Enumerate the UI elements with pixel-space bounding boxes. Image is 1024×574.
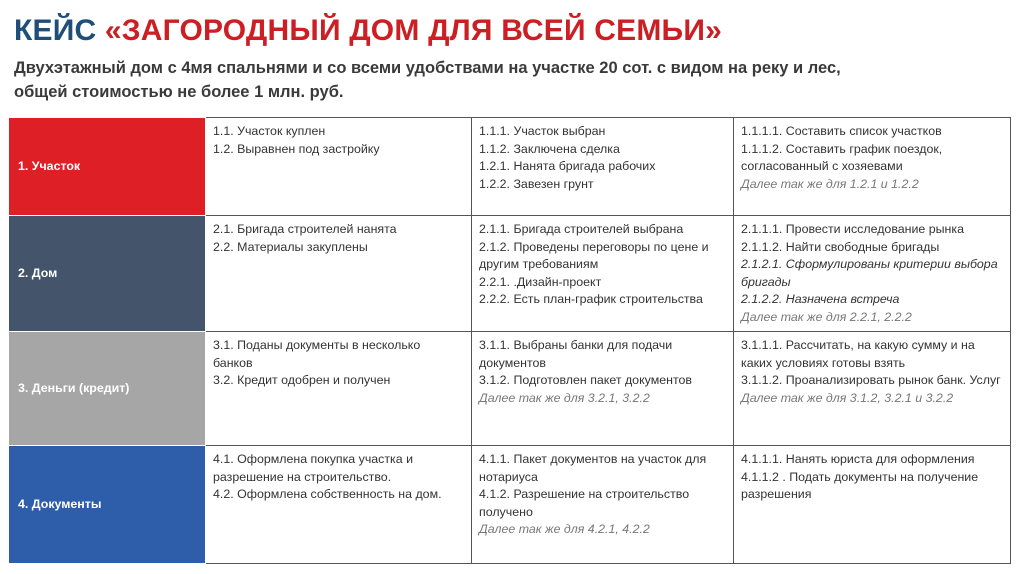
list-item: 2.1.1.2. Найти свободные бригады <box>741 239 940 254</box>
list-item: 3.2. Кредит одобрен и получен <box>213 373 391 387</box>
tasks-cell <box>734 118 1011 216</box>
row-label-cell: 2. Дом <box>9 216 206 332</box>
tasks-cell <box>734 332 1011 446</box>
goals-cell <box>206 118 472 216</box>
list-item: 2.2.1. .Дизайн-проект <box>479 274 602 289</box>
row-label-cell: 1. Участок <box>9 118 206 216</box>
subgoals-cell <box>472 118 734 216</box>
tasks-cell <box>734 216 1011 332</box>
list-item: 4.1. Оформлена покупка участка и разрешение на строительство. <box>213 452 413 484</box>
list-item: 3.1.1.2. Проанализировать рынок банк. Услуг <box>741 373 1001 387</box>
list-item: 2.2. Материалы закуплены <box>213 239 368 254</box>
list-item: 2.2.2. Есть план-график строительства <box>479 292 703 306</box>
list-item: 1.1.1.1. Составить список участков <box>741 124 942 138</box>
slide-title <box>14 14 722 48</box>
list-item: 1.2. Выравнен под застройку <box>213 141 380 156</box>
goals-cell <box>206 332 472 446</box>
list-item: 4.2. Оформлена собственность на дом. <box>213 487 442 501</box>
subgoals-cell <box>472 332 734 446</box>
continuation-note: Далее так же для 3.1.2, 3.2.1 и 3.2.2 <box>741 390 954 405</box>
list-item: 1.1.2. Заключена сделка <box>479 141 620 156</box>
list-item: 3.1.2. Подготовлен пакет документов <box>479 373 692 387</box>
list-item: 4.1.2. Разрешение на строительство получено <box>479 487 690 519</box>
list-item: 2.1. Бригада строителей нанята <box>213 222 397 236</box>
continuation-note: Далее так же для 4.2.1, 4.2.2 <box>479 522 650 536</box>
list-item: 2.1.2. Проведены переговоры по цене и другим требованиям <box>479 239 709 271</box>
list-item: 2.1.1. Бригада строителей выбрана <box>479 222 684 236</box>
row-label-cell: 3. Деньги (кредит) <box>9 332 206 446</box>
subgoals-cell <box>472 446 734 564</box>
list-item: 2.1.1.1. Провести исследование рынка <box>741 222 964 236</box>
list-item: 4.1.1.1. Нанять юриста для оформления <box>741 452 975 466</box>
goals-cell <box>206 216 472 332</box>
list-item: 4.1.1.2 . Подать документы на получение разрешения <box>741 469 979 501</box>
list-item: 2.1.2.2. Назначена встреча <box>741 292 900 306</box>
continuation-note: Далее так же для 2.2.1, 2.2.2 <box>741 309 912 324</box>
title-prefix: КЕЙС <box>14 14 105 47</box>
table-row <box>9 216 1011 332</box>
table-row <box>9 446 1011 564</box>
list-item: 1.2.1. Нанята бригада рабочих <box>479 159 656 173</box>
row-label-cell: 4. Документы <box>9 446 206 564</box>
continuation-note: Далее так же для 1.2.1 и 1.2.2 <box>741 176 919 191</box>
list-item: 3.1.1.1. Рассчитать, на какую сумму и на каких условиях готовы взять <box>741 338 975 370</box>
list-item: 3.1.1. Выбраны банки для подачи документов <box>479 338 673 370</box>
list-item: 3.1. Поданы документы в несколько банков <box>213 338 421 370</box>
title-highlight: «ЗАГОРОДНЫЙ ДОМ ДЛЯ ВСЕЙ СЕМЬИ» <box>104 14 722 47</box>
slide-subtitle: Двухэтажный дом с 4мя спальнями и со всеми удобствами на участке 20 сот. с видом на реку и лес, общей стоимостью не более 1 млн. руб. <box>14 59 841 101</box>
list-item: 1.2.2. Завезен грунт <box>479 176 594 191</box>
subgoals-cell <box>472 216 734 332</box>
continuation-note: Далее так же для 3.2.1, 3.2.2 <box>479 390 650 405</box>
table-row <box>9 332 1011 446</box>
list-item: 1.1.1.2. Составить график поездок, согласованный с хозяевами <box>741 141 943 173</box>
goals-cell <box>206 446 472 564</box>
tasks-cell <box>734 446 1011 564</box>
plan-table <box>8 117 1011 564</box>
list-item: 1.1.1. Участок выбран <box>479 124 606 138</box>
list-item: 4.1.1. Пакет документов на участок для нотариуса <box>479 452 707 484</box>
list-item: 1.1. Участок куплен <box>213 124 326 138</box>
list-item: 2.1.2.1. Сформулированы критерии выбора бригады <box>741 257 998 289</box>
table-row <box>9 118 1011 216</box>
